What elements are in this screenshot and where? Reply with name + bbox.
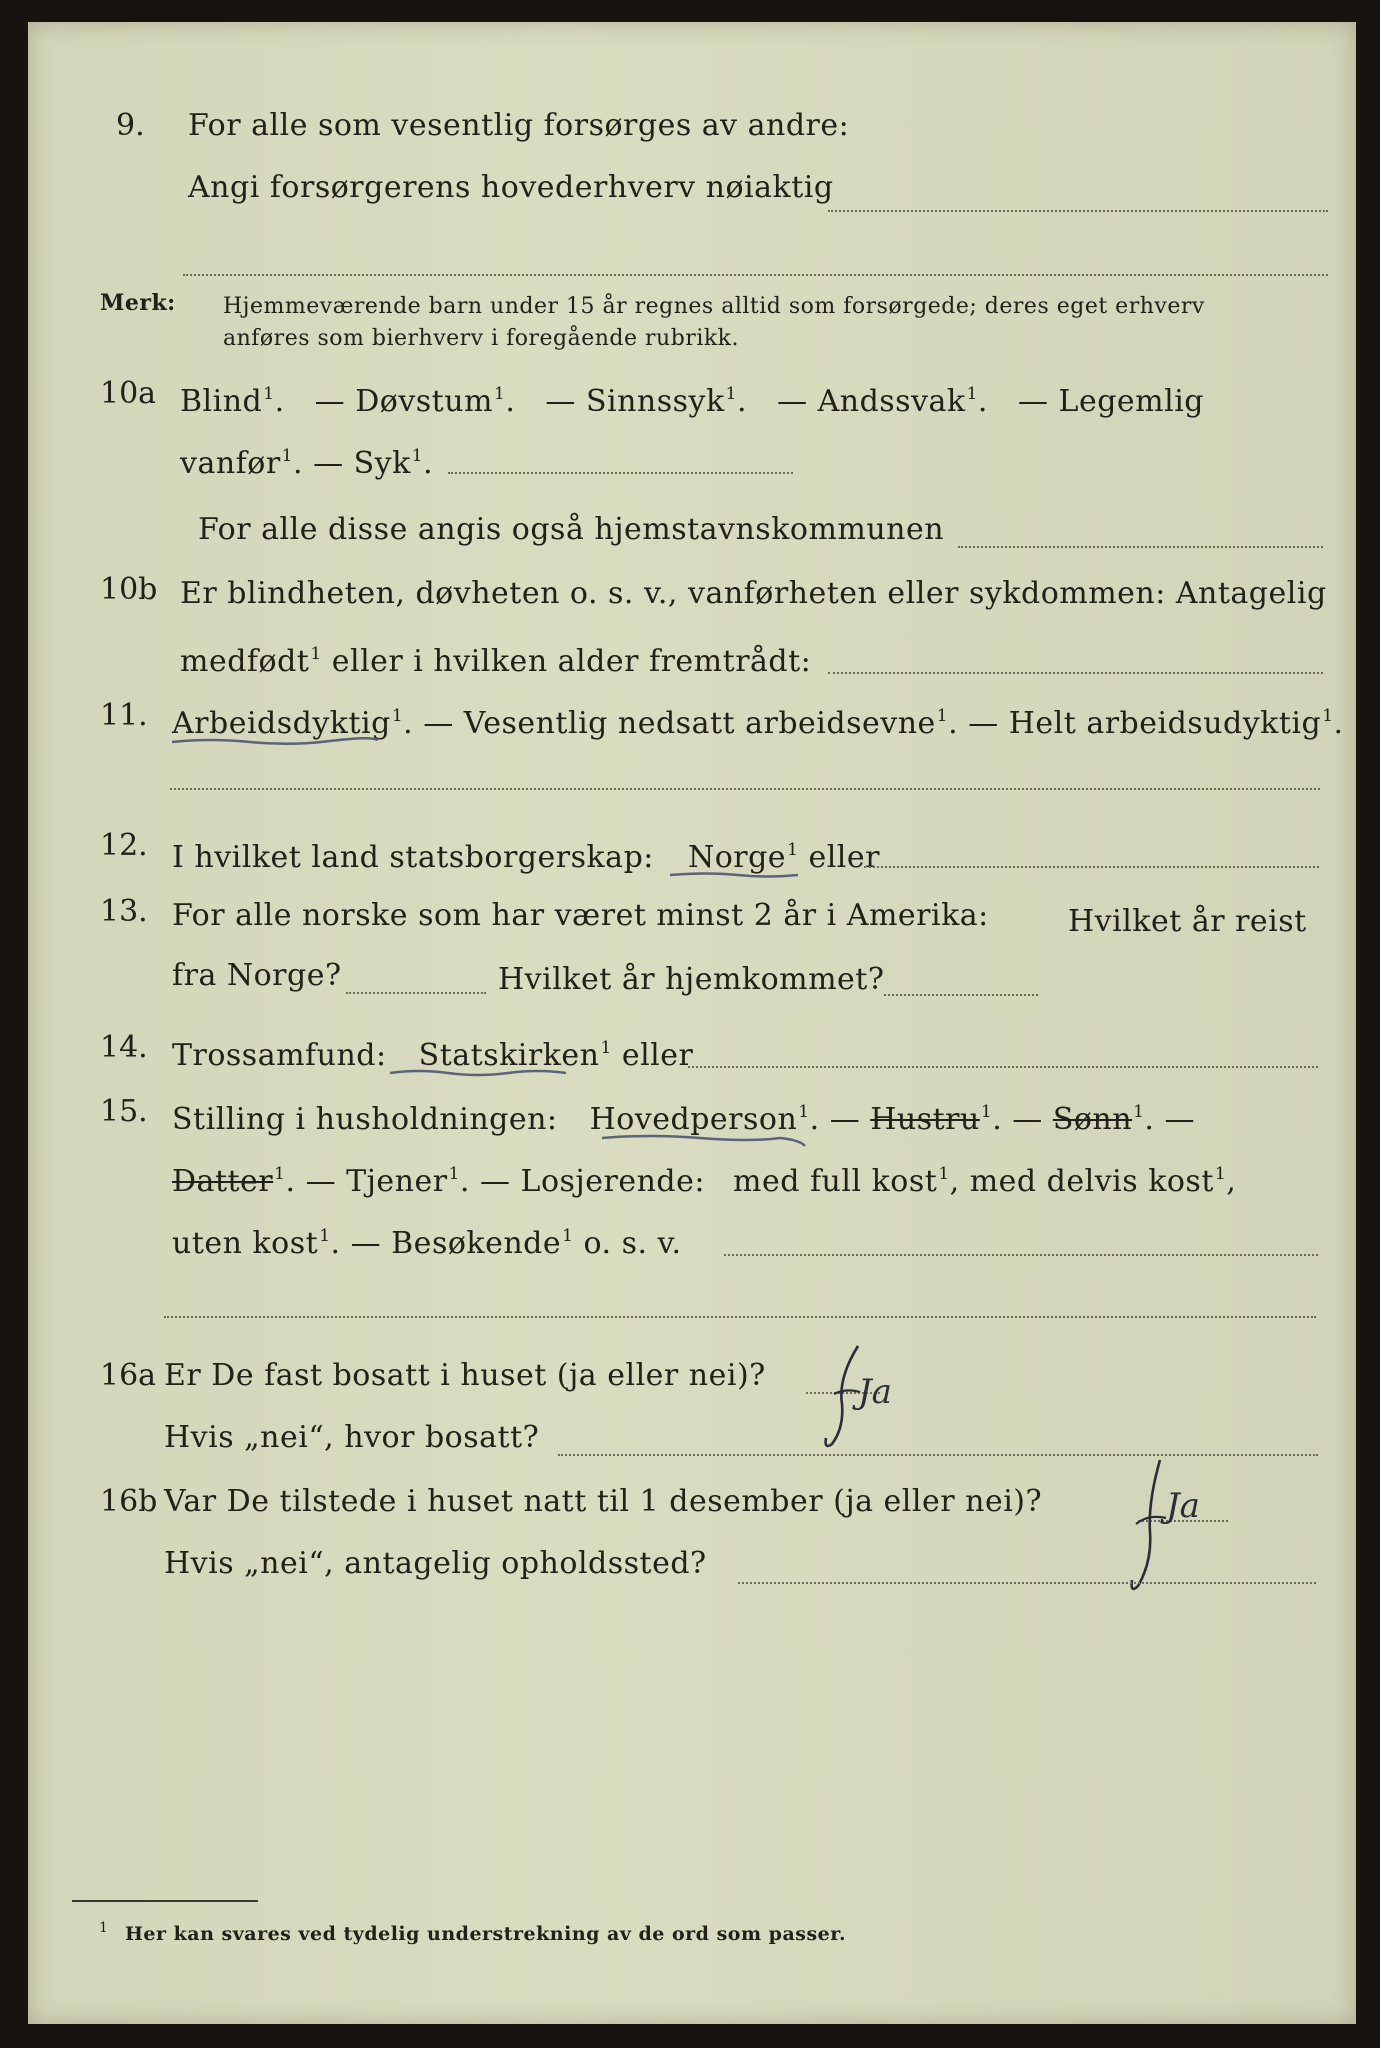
option-datter[interactable]: Datter$^1$ bbox=[172, 1164, 286, 1199]
option-norge[interactable]: Norge$^1$ bbox=[687, 840, 799, 875]
q10b-alder-field[interactable] bbox=[828, 672, 1323, 674]
q16a-line1: Er De fast bosatt i huset (ja eller nei)? bbox=[164, 1358, 766, 1393]
q10b-line1: Er blindheten, døvheten o. s. v., vanførheten eller sykdommen: Antagelig bbox=[180, 576, 1327, 611]
q13-line1b: Hvilket år reist bbox=[1068, 904, 1307, 939]
q10a-syk-field[interactable] bbox=[448, 472, 793, 474]
q10a-hjemstavn: For alle disse angis også hjemstavnskommunen bbox=[198, 512, 945, 547]
q15-line1: Stilling i husholdningen: Hovedperson$^1$. — Hustru$^1$. — Sønn$^1$. — bbox=[172, 1102, 1195, 1137]
q9-line2: Angi forsørgerens hovederhverv nøiaktig bbox=[188, 170, 834, 205]
option-sonn[interactable]: Sønn$^1$ bbox=[1052, 1102, 1145, 1137]
underline-statskirken bbox=[388, 1068, 568, 1078]
option-legemlig[interactable]: — Legemlig bbox=[1018, 384, 1205, 419]
item-number-11: 11. bbox=[100, 698, 148, 733]
option-besokende[interactable]: Besøkende$^1$ bbox=[391, 1226, 574, 1261]
q12-line: I hvilket land statsborgerskap: Norge$^1$ eller bbox=[172, 840, 880, 875]
q16b-answer-text: Ja bbox=[1166, 1486, 1200, 1526]
q10a-line1: Blind$^1$. — Døvstum$^1$. — Sinnssyk$^1$. — Andssvak$^1$. — Legemlig bbox=[180, 384, 1205, 419]
merk-label: Merk: bbox=[100, 290, 176, 316]
underline-hovedperson bbox=[600, 1132, 810, 1148]
option-full-kost[interactable]: med full kost$^1$ bbox=[733, 1164, 950, 1199]
q15-field-2[interactable] bbox=[164, 1316, 1316, 1318]
item-number-10b: 10b bbox=[100, 572, 158, 607]
option-andssvak[interactable]: — Andssvak$^1$ bbox=[777, 384, 978, 419]
option-hustru[interactable]: Hustru$^1$ bbox=[870, 1102, 993, 1137]
option-udyktig[interactable]: — Helt arbeidsudyktig$^1$ bbox=[968, 706, 1334, 741]
q16b-opholdssted-field[interactable] bbox=[738, 1582, 1316, 1584]
item-number-15: 15. bbox=[100, 1094, 148, 1129]
item-number-16a: 16a bbox=[100, 1358, 157, 1393]
item-number-14: 14. bbox=[100, 1030, 148, 1065]
q16b-handwritten-answer bbox=[1108, 1452, 1248, 1602]
q15-line2: Datter$^1$. — Tjener$^1$. — Losjerende: med full kost$^1$, med delvis kost$^1$, bbox=[172, 1164, 1237, 1199]
census-form-page bbox=[28, 22, 1356, 2024]
option-sinnssyk[interactable]: — Sinnssyk$^1$ bbox=[545, 384, 737, 419]
q16a-answer-text: Ja bbox=[858, 1372, 892, 1412]
option-blind[interactable]: Blind$^1$ bbox=[180, 384, 275, 419]
q15-line3: uten kost$^1$. — Besøkende$^1$ o. s. v. bbox=[172, 1226, 682, 1261]
q11-field[interactable] bbox=[170, 788, 1320, 790]
q10a-line2: vanfør$^1$. — Syk$^1$. bbox=[180, 446, 434, 481]
q14-field[interactable] bbox=[688, 1066, 1318, 1068]
q13-line2b: Hvilket år hjemkommet? bbox=[498, 962, 885, 997]
q10a-hjemstavn-field[interactable] bbox=[958, 546, 1323, 548]
q9-answer-field-2[interactable] bbox=[183, 274, 1328, 276]
item-number-16b: 16b bbox=[100, 1484, 158, 1519]
item-number-10a: 10a bbox=[100, 376, 157, 411]
underline-norge bbox=[668, 870, 800, 880]
item-number-13: 13. bbox=[100, 894, 148, 929]
q16b-line2: Hvis „nei“, antagelig opholdssted? bbox=[164, 1546, 707, 1581]
q16b-line1: Var De tilstede i huset natt til 1 desember (ja eller nei)? bbox=[164, 1484, 1043, 1519]
option-dovstum[interactable]: — Døvstum$^1$ bbox=[314, 384, 506, 419]
option-statskirken[interactable]: Statskirken$^1$ bbox=[418, 1038, 612, 1073]
underline-arbeidsdyktig bbox=[170, 736, 380, 746]
q9-line1: For alle som vesentlig forsørges av andre: bbox=[188, 108, 850, 143]
q10b-line2: medfødt$^1$ eller i hvilken alder fremtrådt: bbox=[180, 644, 812, 679]
q14-line: Trossamfund: Statskirken$^1$ eller bbox=[172, 1038, 694, 1073]
footnote-rule bbox=[72, 1900, 258, 1902]
option-nedsatt[interactable]: — Vesentlig nedsatt arbeidsevne$^1$ bbox=[423, 706, 949, 741]
q11-line: Arbeidsdyktig$^1$. — Vesentlig nedsatt arbeidsevne$^1$. — Helt arbeidsudyktig$^1$. bbox=[172, 706, 1344, 741]
q16a-line2: Hvis „nei“, hvor bosatt? bbox=[164, 1420, 540, 1455]
option-syk[interactable]: — Syk$^1$ bbox=[313, 446, 424, 481]
q13-line1: For alle norske som har været minst 2 år i Amerika: bbox=[172, 898, 989, 933]
item-number-9: 9. bbox=[116, 108, 145, 143]
option-losjerende: Losjerende: bbox=[520, 1164, 705, 1199]
q16a-handwritten-answer bbox=[798, 1338, 938, 1458]
q12-field[interactable] bbox=[864, 866, 1319, 868]
merk-line1: Hjemmeværende barn under 15 år regnes alltid som forsørgede; deres eget erhverv bbox=[223, 294, 1205, 319]
item-number-12: 12. bbox=[100, 828, 148, 863]
option-uten-kost[interactable]: uten kost$^1$ bbox=[172, 1226, 331, 1261]
q16b-handwriting-mark bbox=[1108, 1452, 1248, 1602]
option-arbeidsdyktig[interactable]: Arbeidsdyktig$^1$ bbox=[172, 706, 404, 741]
option-vanfor[interactable]: vanfør$^1$ bbox=[180, 446, 293, 481]
q15-field[interactable] bbox=[724, 1254, 1318, 1256]
option-delvis-kost[interactable]: med delvis kost$^1$ bbox=[969, 1164, 1227, 1199]
q13-reist-field[interactable] bbox=[346, 992, 486, 994]
option-medfodt[interactable]: medfødt$^1$ bbox=[180, 644, 322, 679]
q9-answer-field[interactable] bbox=[828, 210, 1328, 212]
option-tjener[interactable]: Tjener$^1$ bbox=[346, 1164, 460, 1199]
merk-line2: anføres som bierhverv i foregående rubrikk. bbox=[223, 326, 740, 351]
q13-line2a: fra Norge? bbox=[172, 958, 342, 993]
footnote: $^1$ Her kan svares ved tydelig understrekning av de ord som passer. bbox=[99, 1920, 847, 1945]
q13-hjemkommet-field[interactable] bbox=[884, 994, 1038, 996]
option-hovedperson[interactable]: Hovedperson$^1$ bbox=[589, 1102, 810, 1137]
